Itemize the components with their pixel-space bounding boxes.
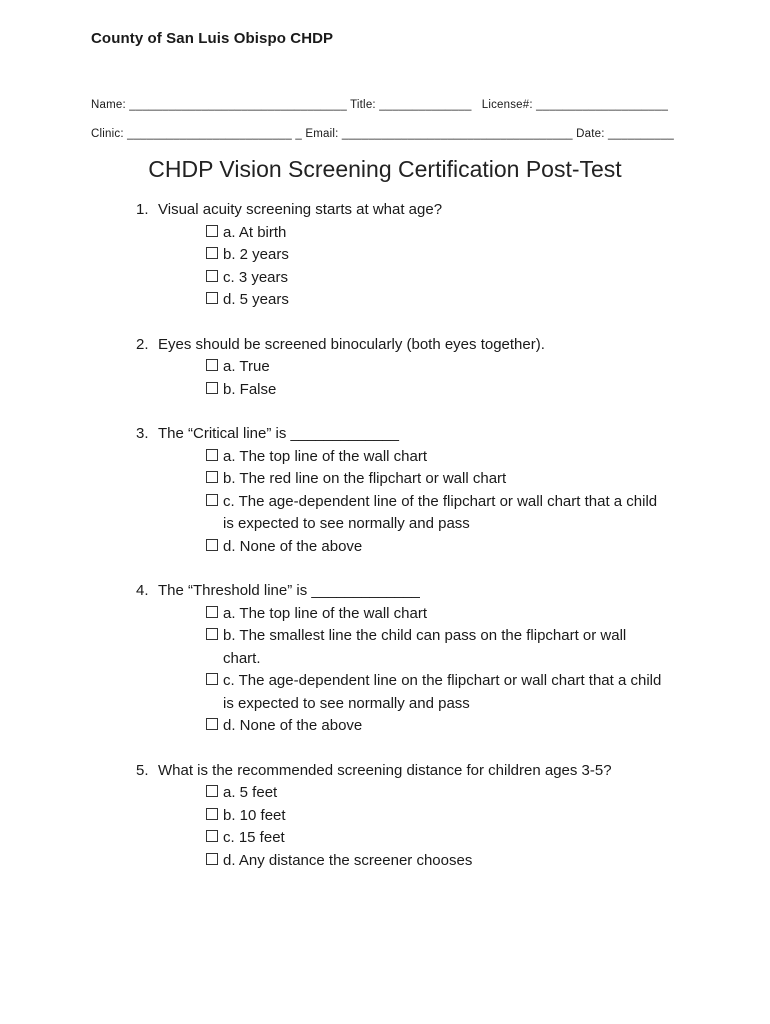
question-3 — [136, 423, 676, 558]
option-label: a. At birth — [223, 223, 287, 241]
question-number: 3. — [136, 425, 149, 442]
option-label: b. False — [223, 380, 277, 398]
option-label: d. Any distance the screener chooses — [223, 851, 473, 869]
answer-option[interactable] — [136, 379, 676, 402]
question-list — [136, 199, 676, 894]
page-title: CHDP Vision Screening Certification Post-Test — [148, 156, 622, 182]
checkbox-icon[interactable] — [206, 853, 218, 865]
answer-option[interactable] — [136, 850, 676, 873]
checkbox-icon[interactable] — [206, 359, 218, 371]
answer-option[interactable] — [136, 446, 676, 469]
answer-option[interactable] — [136, 289, 676, 312]
answer-option[interactable] — [136, 222, 676, 245]
checkbox-icon[interactable] — [206, 494, 218, 506]
answer-option[interactable] — [136, 267, 676, 290]
checkbox-icon[interactable] — [206, 673, 218, 685]
checkbox-icon[interactable] — [206, 471, 218, 483]
checkbox-icon[interactable] — [206, 382, 218, 394]
question-text: The “Critical line” is _____________ — [158, 425, 399, 442]
checkbox-icon[interactable] — [206, 270, 218, 282]
checkbox-icon[interactable] — [206, 808, 218, 820]
option-label: c. The age-dependent line on the flipchart or wall chart that a child is expected to see normally and pass — [223, 672, 662, 712]
question-5 — [136, 760, 676, 873]
checkbox-icon[interactable] — [206, 292, 218, 304]
answer-option[interactable] — [136, 536, 676, 559]
answer-option[interactable] — [136, 625, 676, 670]
option-label: a. The top line of the wall chart — [223, 447, 428, 465]
question-text: Eyes should be screened binocularly (both eyes together). — [158, 335, 545, 353]
answer-option[interactable] — [136, 603, 676, 626]
option-label: b. The smallest line the child can pass on the flipchart or wall chart. — [223, 627, 627, 667]
option-label: c. 3 years — [223, 268, 289, 286]
option-label: a. 5 feet — [223, 784, 278, 801]
question-number: 5. — [136, 761, 149, 779]
answer-option[interactable] — [136, 468, 676, 491]
checkbox-icon[interactable] — [206, 718, 218, 730]
option-label: c. 15 feet — [223, 829, 285, 846]
checkbox-icon[interactable] — [206, 539, 218, 551]
option-label: d. None of the above — [223, 717, 363, 734]
checkbox-icon[interactable] — [206, 830, 218, 842]
option-label: d. 5 years — [223, 291, 289, 308]
checkbox-icon[interactable] — [206, 628, 218, 640]
question-2 — [136, 334, 676, 402]
option-label: b. The red line on the flipchart or wall chart — [223, 470, 507, 487]
question-text: The “Threshold line” is _____________ — [158, 582, 420, 599]
organization-name: County of San Luis Obispo CHDP — [91, 30, 334, 47]
option-label: b. 2 years — [223, 246, 289, 263]
question-number: 1. — [136, 201, 149, 218]
option-label: a. The top line of the wall chart — [223, 604, 428, 622]
name-title-license-fields: Name: _________________________________ Title: ______________ License#: ____________________ — [91, 99, 669, 111]
question-number: 2. — [136, 335, 149, 353]
checkbox-icon[interactable] — [206, 225, 218, 237]
checkbox-icon[interactable] — [206, 785, 218, 797]
answer-option[interactable] — [136, 805, 676, 828]
checkbox-icon[interactable] — [206, 247, 218, 259]
question-text: Visual acuity screening starts at what age? — [158, 201, 443, 218]
answer-option[interactable] — [136, 782, 676, 805]
question-text: What is the recommended screening distance for children ages 3-5? — [158, 761, 612, 779]
answer-option[interactable] — [136, 715, 676, 738]
question-4 — [136, 580, 676, 738]
question-number: 4. — [136, 582, 149, 599]
clinic-email-date-fields: Clinic: _________________________ _ Email: ___________________________________ Date: __________ — [91, 128, 675, 140]
option-label: d. None of the above — [223, 537, 363, 555]
answer-option[interactable] — [136, 827, 676, 850]
option-label: a. True — [223, 358, 270, 375]
answer-option[interactable] — [136, 244, 676, 267]
answer-option[interactable] — [136, 356, 676, 379]
option-label: b. 10 feet — [223, 806, 286, 824]
checkbox-icon[interactable] — [206, 606, 218, 618]
answer-option[interactable] — [136, 670, 676, 715]
answer-option[interactable] — [136, 491, 676, 536]
question-1 — [136, 199, 676, 312]
option-label: c. The age-dependent line of the flipchart or wall chart that a child is expected to see normally and pass — [223, 492, 658, 532]
checkbox-icon[interactable] — [206, 449, 218, 461]
